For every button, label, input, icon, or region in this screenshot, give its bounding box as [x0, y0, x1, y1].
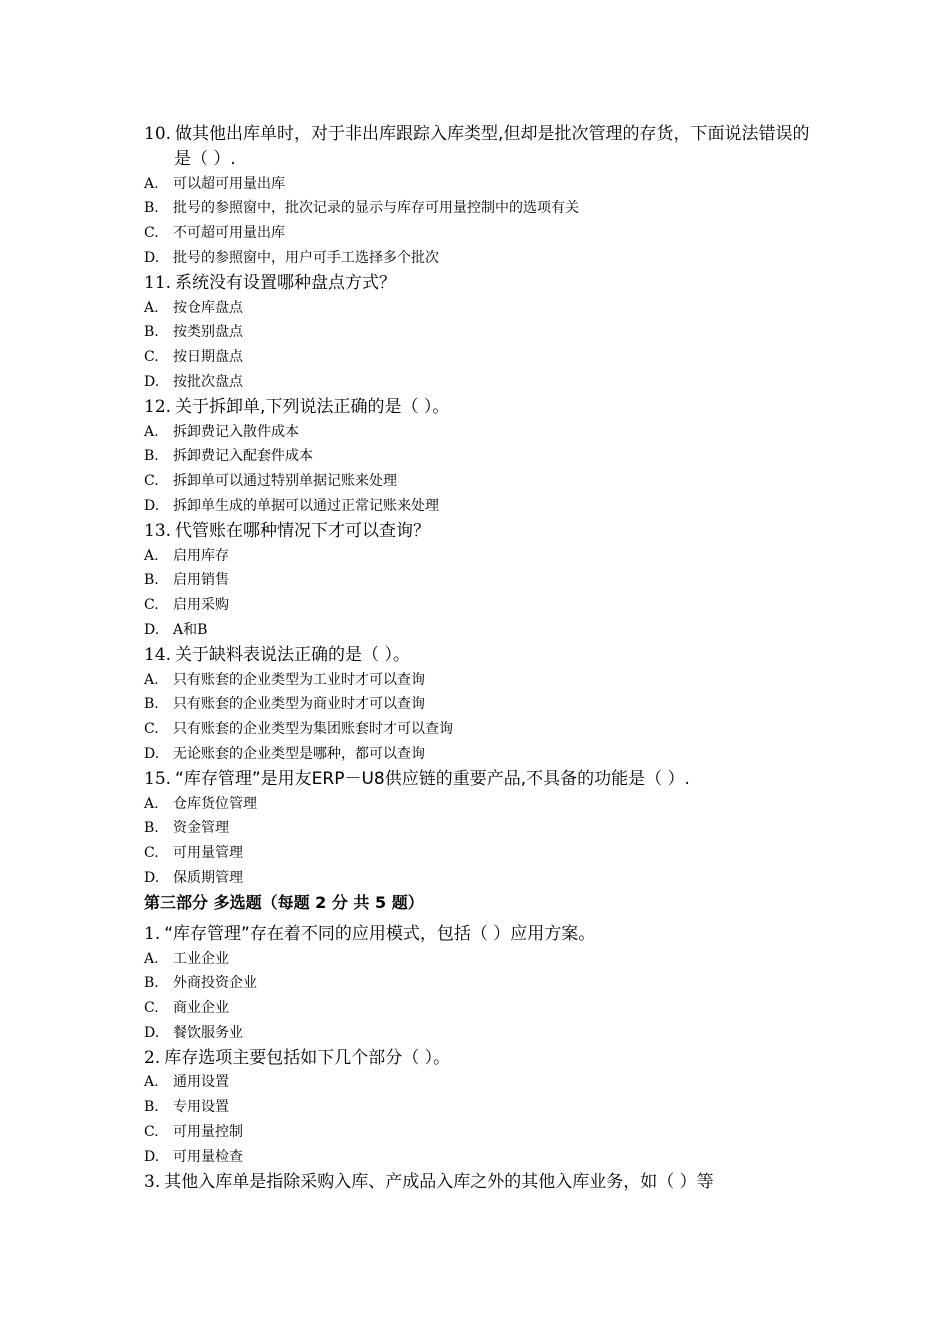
- answer-option: [144, 593, 824, 618]
- section-heading: 第三部分 多选题（每题 2 分 共 5 题）: [144, 892, 424, 912]
- question-text: 代管账在哪种情况下才可以查询？: [175, 520, 431, 541]
- option-letter: A.: [144, 423, 159, 440]
- question-text: 库存选项主要包括如下几个部分（ ）。: [164, 1047, 451, 1068]
- option-letter: C.: [144, 845, 159, 862]
- question-text: “库存管理”存在着不同的应用模式，包括（ ）应用方案。: [164, 923, 596, 944]
- answer-option: [144, 444, 824, 469]
- option-letter: C.: [144, 721, 159, 738]
- option-letter: D.: [144, 497, 160, 514]
- question-stem: [144, 1170, 824, 1195]
- option-letter: B.: [144, 1099, 159, 1116]
- option-text: 启用库存: [173, 547, 229, 564]
- option-letter: A.: [144, 671, 159, 688]
- answer-option: [144, 1095, 824, 1120]
- answer-option: [144, 544, 824, 569]
- option-text: 拆卸费记入散件成本: [173, 423, 299, 440]
- answer-option: [144, 947, 824, 972]
- question-stem: [144, 122, 824, 172]
- question-text: 关于拆卸单,下列说法正确的是（ ）。: [175, 396, 450, 417]
- option-text: 启用销售: [173, 572, 229, 589]
- question-number: 10.: [144, 124, 172, 144]
- option-letter: A.: [144, 175, 159, 192]
- option-letter: C.: [144, 1000, 159, 1017]
- answer-option: [144, 1021, 824, 1046]
- answer-option: [144, 221, 824, 246]
- option-letter: B.: [144, 572, 159, 589]
- option-text: 可用量检查: [173, 1148, 243, 1165]
- answer-option: [144, 971, 824, 996]
- option-text: 可用量控制: [173, 1124, 243, 1141]
- option-text: 拆卸费记入配套件成本: [173, 448, 313, 465]
- question-number: 2.: [144, 1047, 161, 1068]
- option-text: 按批次盘点: [173, 373, 243, 390]
- answer-option: [144, 1070, 824, 1095]
- answer-option: [144, 172, 824, 197]
- answer-option: [144, 692, 824, 717]
- answer-option: [144, 196, 824, 221]
- question-number: 11.: [144, 272, 172, 293]
- question-text: 系统没有设置哪种盘点方式？: [175, 272, 397, 293]
- option-letter: B.: [144, 448, 159, 465]
- answer-option: [144, 717, 824, 742]
- question-stem: [144, 519, 824, 544]
- answer-option: [144, 742, 824, 767]
- option-letter: B.: [144, 975, 159, 992]
- option-text: 工业企业: [173, 950, 229, 967]
- option-letter: D.: [144, 1024, 160, 1041]
- option-letter: B.: [144, 200, 159, 217]
- answer-option: [144, 792, 824, 817]
- question-text: “库存管理”是用友ERP－U8供应链的重要产品,不具备的功能是（ ）.: [175, 768, 690, 789]
- option-text: 批号的参照窗中，批次记录的显示与库存可用量控制中的选项有关: [173, 200, 579, 217]
- option-text: 只有账套的企业类型为商业时才可以查询: [173, 696, 425, 713]
- answer-option: [144, 668, 824, 693]
- option-text: 专用设置: [173, 1099, 229, 1116]
- option-text: 按日期盘点: [173, 349, 243, 366]
- answer-option: [144, 996, 824, 1021]
- question-stem: [144, 922, 824, 947]
- option-text: 餐饮服务业: [173, 1024, 243, 1041]
- option-letter: D.: [144, 373, 160, 390]
- question-number: 13.: [144, 520, 172, 541]
- answer-option: [144, 816, 824, 841]
- question-stem: [144, 1046, 824, 1071]
- question-number: 1.: [144, 923, 161, 944]
- option-text: 资金管理: [173, 820, 229, 837]
- question-number: 14.: [144, 644, 172, 665]
- option-text: 拆卸单生成的单据可以通过正常记账来处理: [173, 497, 439, 514]
- answer-option: [144, 866, 824, 891]
- answer-option: [144, 1120, 824, 1145]
- option-letter: B.: [144, 696, 159, 713]
- option-letter: D.: [144, 249, 160, 266]
- option-text: 按类别盘点: [173, 324, 243, 341]
- answer-option: [144, 296, 824, 321]
- answer-option: [144, 469, 824, 494]
- option-text: 可以超可用量出库: [173, 175, 285, 192]
- question-number: 15.: [144, 768, 172, 789]
- option-text: 保质期管理: [173, 869, 243, 886]
- answer-option: [144, 320, 824, 345]
- question-text: 其他入库单是指除采购入库、产成品入库之外的其他入库业务，如（ ）等: [164, 1171, 714, 1192]
- option-letter: D.: [144, 745, 160, 762]
- option-text: 按仓库盘点: [173, 299, 243, 316]
- option-text: 只有账套的企业类型为工业时才可以查询: [173, 671, 425, 688]
- answer-option: [144, 841, 824, 866]
- option-text: A和B: [173, 621, 208, 638]
- question-list: [144, 122, 824, 1194]
- option-letter: C.: [144, 225, 159, 242]
- option-letter: A.: [144, 950, 159, 967]
- answer-option: [144, 1145, 824, 1170]
- answer-option: [144, 420, 824, 445]
- option-letter: D.: [144, 1148, 160, 1165]
- option-text: 不可超可用量出库: [173, 225, 285, 242]
- option-letter: A.: [144, 299, 159, 316]
- option-text: 外商投资企业: [173, 975, 257, 992]
- option-letter: C.: [144, 1124, 159, 1141]
- option-letter: A.: [144, 1074, 159, 1091]
- question-stem: [144, 643, 824, 668]
- answer-option: [144, 370, 824, 395]
- question-stem: [144, 271, 824, 296]
- answer-option: [144, 568, 824, 593]
- option-text: 拆卸单可以通过特别单据记账来处理: [173, 473, 397, 490]
- question-number: 12.: [144, 396, 172, 417]
- option-text: 批号的参照窗中，用户可手工选择多个批次: [173, 249, 439, 266]
- option-letter: D.: [144, 621, 160, 638]
- question-number: 3.: [144, 1171, 161, 1192]
- option-text: 仓库货位管理: [173, 795, 257, 812]
- option-letter: B.: [144, 820, 159, 837]
- option-letter: A.: [144, 795, 159, 812]
- option-letter: A.: [144, 547, 159, 564]
- question-text: 做其他出库单时，对于非出库跟踪入库类型,但却是批次管理的存货，下面说法错误的是（ ）.: [174, 124, 810, 169]
- option-letter: B.: [144, 324, 159, 341]
- answer-option: [144, 345, 824, 370]
- option-text: 启用采购: [173, 597, 229, 614]
- option-letter: D.: [144, 869, 160, 886]
- question-text: 关于缺料表说法正确的是（ ）。: [175, 644, 410, 665]
- option-text: 只有账套的企业类型为集团账套时才可以查询: [173, 721, 453, 738]
- option-text: 商业企业: [173, 1000, 229, 1017]
- question-stem: [144, 767, 824, 792]
- answer-option: [144, 494, 824, 519]
- answer-option: [144, 618, 824, 643]
- option-letter: C.: [144, 349, 159, 366]
- answer-option: [144, 246, 824, 271]
- option-letter: C.: [144, 473, 159, 490]
- option-text: 无论账套的企业类型是哪种，都可以查询: [173, 745, 425, 762]
- question-stem: [144, 395, 824, 420]
- option-text: 可用量管理: [173, 845, 243, 862]
- option-letter: C.: [144, 597, 159, 614]
- option-text: 通用设置: [173, 1074, 229, 1091]
